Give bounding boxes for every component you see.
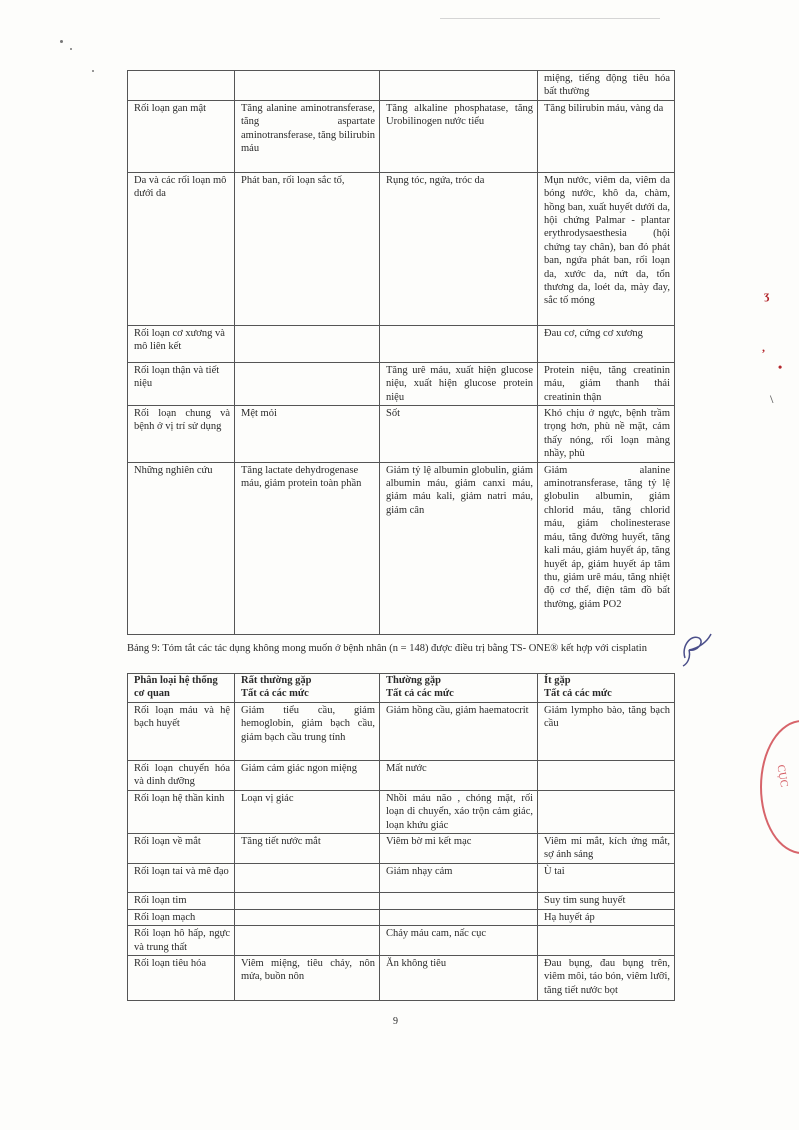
table-row: [128, 703, 675, 761]
uncommon-cell: Ù tai: [538, 863, 675, 892]
very-common-cell: Giảm tiểu cầu, giảm hemoglobin, giảm bạch cầu, giảm bạch cầu trung tính: [235, 703, 380, 761]
scan-edge-mark: \: [770, 392, 774, 406]
header-line-1: Thường gặp: [386, 675, 442, 686]
uncommon-cell: [538, 926, 675, 956]
very-common-cell: [235, 325, 380, 362]
common-cell: Ăn không tiêu: [380, 956, 538, 1001]
adverse-effects-table-continued: [127, 70, 675, 635]
very-common-cell: Phát ban, rối loạn sắc tố,: [235, 172, 380, 325]
table-row: [128, 761, 675, 791]
uncommon-cell: [538, 761, 675, 791]
header-line-2: Tất cả các mức: [241, 687, 309, 699]
organ-class-cell: Rối loạn tiêu hóa: [128, 956, 235, 1001]
header-line-2: Tất cả các mức: [544, 687, 612, 699]
very-common-cell: Giảm cảm giác ngon miệng: [235, 761, 380, 791]
very-common-cell: [235, 362, 380, 405]
organ-class-cell: Rối loạn thận và tiết niệu: [128, 362, 235, 405]
column-header-very-common: [235, 674, 380, 703]
very-common-cell: Viêm miệng, tiêu chảy, nôn mửa, buồn nôn: [235, 956, 380, 1001]
uncommon-cell: Giảm alanine aminotransferase, tăng tỷ lệ globulin albumin, giảm chlorid máu, tăng chlorid máu, giảm cholinesterase máu, tăng đường huyết, tăng kali máu, giảm huyết áp, tăng huyết áp, giảm huyết áp tâm thu, giảm urê máu, tăng nhiệt độ cơ thể, điện tâm đồ bất thường, giảm PO2: [538, 462, 675, 634]
table-row: [128, 362, 675, 405]
organ-class-cell: Rối loạn chuyển hóa và dinh dưỡng: [128, 761, 235, 791]
very-common-cell: [235, 71, 380, 101]
uncommon-cell: [538, 790, 675, 833]
common-cell: Giảm tỷ lệ albumin globulin, giảm albumin máu, giảm canxi máu, giảm máu kali, giảm natri máu, giảm cân: [380, 462, 538, 634]
table-row: [128, 926, 675, 956]
common-cell: Tăng alkaline phosphatase, tăng Urobilinogen nước tiểu: [380, 100, 538, 172]
organ-class-cell: Rối loạn gan mật: [128, 100, 235, 172]
scan-speck: [92, 70, 94, 72]
common-cell: Chảy máu cam, nấc cục: [380, 926, 538, 956]
page-number: 9: [393, 1016, 398, 1027]
common-cell: [380, 325, 538, 362]
very-common-cell: Loạn vị giác: [235, 790, 380, 833]
scan-edge-mark: ʒ: [764, 288, 770, 302]
header-line-2: cơ quan: [134, 687, 170, 699]
very-common-cell: [235, 863, 380, 892]
very-common-cell: Tăng tiết nước mắt: [235, 834, 380, 864]
scan-edge-mark: ,: [762, 340, 765, 354]
header-line-1: Ít gặp: [544, 675, 571, 686]
table-9-caption: Bảng 9: Tóm tắt các tác dụng không mong muốn ở bệnh nhân (n = 148) được điều trị bằng TS- ONE® kết hợp với cisplatin: [127, 643, 647, 654]
uncommon-cell: miệng, tiếng động tiêu hóa bất thường: [538, 71, 675, 101]
common-cell: Tăng urê máu, xuất hiện glucose niệu, xuất hiện glucose protein niệu: [380, 362, 538, 405]
table-header-row: [128, 674, 675, 703]
uncommon-cell: Protein niệu, tăng creatinin máu, giảm thanh thải creatinin thận: [538, 362, 675, 405]
common-cell: [380, 71, 538, 101]
organ-class-cell: Rối loạn mạch: [128, 909, 235, 925]
uncommon-cell: Khó chịu ở ngực, bệnh trầm trọng hơn, phù nề mặt, cảm thấy nóng, rối loạn màng nhầy, phù: [538, 406, 675, 463]
table-row: [128, 909, 675, 925]
organ-class-cell: Rối loạn máu và hệ bạch huyết: [128, 703, 235, 761]
table-row: [128, 406, 675, 463]
common-cell: Nhồi máu não , chóng mặt, rối loạn di chuyển, xáo trộn cảm giác, loạn khứu giác: [380, 790, 538, 833]
table-row: [128, 462, 675, 634]
column-header-uncommon: [538, 674, 675, 703]
common-cell: Rụng tóc, ngứa, tróc da: [380, 172, 538, 325]
table-row: [128, 790, 675, 833]
header-line-2: Tất cả các mức: [386, 687, 454, 699]
scan-speck: [70, 48, 72, 50]
table-row: [128, 325, 675, 362]
scan-header-line: [440, 18, 660, 19]
column-header-common: [380, 674, 538, 703]
uncommon-cell: Viêm mi mắt, kích ứng mắt, sợ ánh sáng: [538, 834, 675, 864]
common-cell: Sốt: [380, 406, 538, 463]
very-common-cell: Mệt mỏi: [235, 406, 380, 463]
organ-class-cell: Những nghiên cứu: [128, 462, 235, 634]
table-row: [128, 892, 675, 909]
uncommon-cell: Mụn nước, viêm da, viêm da bóng nước, khô da, chàm, hồng ban, xuất huyết dưới da, hội chứng Palmar - plantar erythrodysaesthesia (hội chứng tay chân), ban đỏ phát ban, ngứa phát ban, rối loạn da, xước da, nứt da, tổn thương da, loét da, mày đay, sắc tố móng: [538, 172, 675, 325]
very-common-cell: [235, 926, 380, 956]
very-common-cell: Tăng lactate dehydrogenase máu, giảm protein toàn phần: [235, 462, 380, 634]
common-cell: Giảm hồng cầu, giảm haematocrit: [380, 703, 538, 761]
table-row: [128, 100, 675, 172]
common-cell: [380, 892, 538, 909]
table-row: [128, 863, 675, 892]
uncommon-cell: Suy tim sung huyết: [538, 892, 675, 909]
very-common-cell: [235, 892, 380, 909]
organ-class-cell: Rối loạn hô hấp, ngực và trung thất: [128, 926, 235, 956]
common-cell: Viêm bờ mi kết mạc: [380, 834, 538, 864]
common-cell: [380, 909, 538, 925]
table-row: [128, 834, 675, 864]
signature-mark: [677, 628, 713, 668]
table-row: [128, 172, 675, 325]
table-9: [127, 673, 675, 1001]
organ-class-cell: [128, 71, 235, 101]
common-cell: Mất nước: [380, 761, 538, 791]
column-header-organ-class: [128, 674, 235, 703]
very-common-cell: [235, 909, 380, 925]
uncommon-cell: Đau cơ, cứng cơ xương: [538, 325, 675, 362]
organ-class-cell: Rối loạn về mắt: [128, 834, 235, 864]
uncommon-cell: Đau bụng, đau bụng trên, viêm môi, táo bón, viêm lưỡi, tăng tiết nước bọt: [538, 956, 675, 1001]
organ-class-cell: Rối loạn tim: [128, 892, 235, 909]
stamp-text: CỤC: [774, 763, 791, 789]
very-common-cell: Tăng alanine aminotransferase, tăng aspartate aminotransferase, tăng bilirubin máu: [235, 100, 380, 172]
uncommon-cell: Hạ huyết áp: [538, 909, 675, 925]
organ-class-cell: Rối loạn hệ thần kinh: [128, 790, 235, 833]
common-cell: Giảm nhạy cảm: [380, 863, 538, 892]
organ-class-cell: Rối loạn cơ xương và mô liên kết: [128, 325, 235, 362]
uncommon-cell: Giảm lympho bào, tăng bạch cầu: [538, 703, 675, 761]
table-row: [128, 71, 675, 101]
organ-class-cell: Rối loạn tai và mê đạo: [128, 863, 235, 892]
organ-class-cell: Da và các rối loạn mô dưới da: [128, 172, 235, 325]
organ-class-cell: Rối loạn chung và bệnh ở vị trí sử dụng: [128, 406, 235, 463]
uncommon-cell: Tăng bilirubin máu, vàng da: [538, 100, 675, 172]
table-row: [128, 956, 675, 1001]
scan-edge-mark: •: [778, 360, 783, 374]
scan-speck: [60, 40, 63, 43]
header-line-1: Rất thường gặp: [241, 675, 312, 686]
header-line-1: Phân loại hệ thống: [134, 675, 218, 686]
